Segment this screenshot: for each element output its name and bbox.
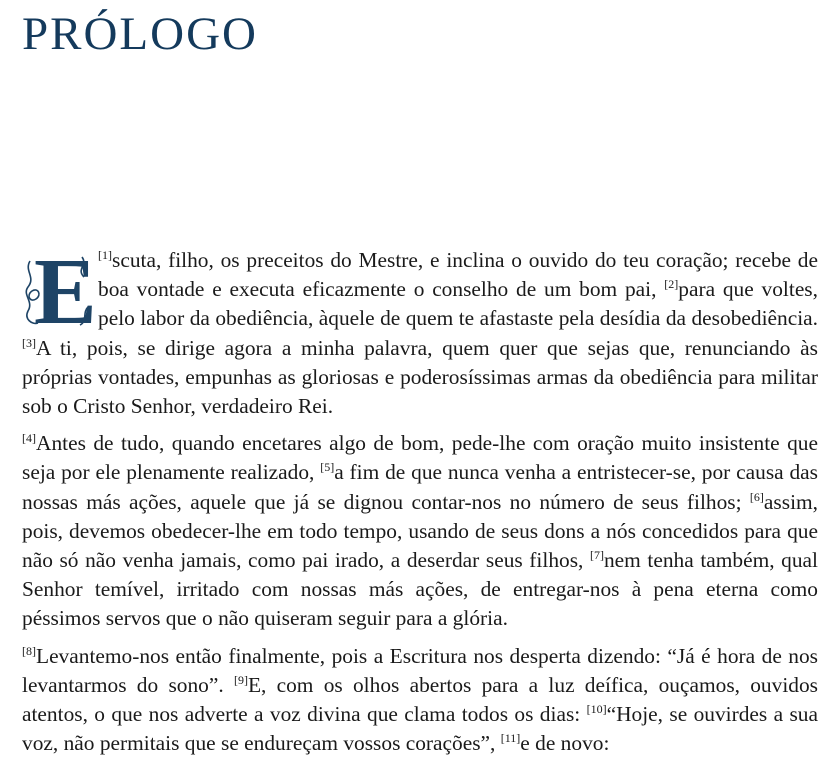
page-title: PRÓLOGO xyxy=(22,8,258,60)
paragraph-text: E, com os olhos abertos para a luz deífica, ouçamos, ouvidos atentos, o que nos adverte a voz divina que clama todos os dias: xyxy=(22,672,818,727)
verse-number: [6] xyxy=(749,489,764,504)
verse-number: [11] xyxy=(500,731,521,746)
verse-number: [9] xyxy=(233,672,248,687)
verse-number: [8] xyxy=(22,643,36,658)
verse-number: [1] xyxy=(98,248,112,262)
verse-number: [3] xyxy=(22,335,36,350)
paragraph-text: Levantemo-nos então finalmente, pois a Escritura nos desperta dizendo: “Já é hora de nos levantarmos do sono”. xyxy=(22,643,818,697)
verse-number: [2] xyxy=(664,277,679,292)
paragraph-text: A ti, pois, se dirige agora a minha palavra, quem quer que sejas que, renunciando às próprias vontades, empunhas as gloriosas e poderosíssimas armas da obediência para militar sob o Cristo Senhor, verdadeiro Rei. xyxy=(22,335,818,419)
verse-number: [5] xyxy=(320,460,335,475)
paragraph-text: a fim de que nunca venha a entristecer-se, por causa das nossas más ações, aquele que já se dignou contar-nos no número de seus filhos; xyxy=(22,460,818,514)
verse-number: [10] xyxy=(586,702,607,717)
paragraph xyxy=(22,240,818,421)
paragraph xyxy=(22,429,818,633)
drop-cap-letter: E xyxy=(34,240,97,344)
paragraph-text: assim, pois, devemos obedecer-lhe em todo tempo, usando de seus dons a nós concedidos para que não só não venha jamais, como pai irado, a deserdar seus filhos, xyxy=(22,489,818,573)
paragraph-text: scuta, filho, os preceitos do Mestre, e inclina o ouvido do teu coração; recebe de boa vontade e executa eficazmente o conselho de um bom pai, xyxy=(98,248,818,302)
paragraph-text: para que voltes, pelo labor da obediência, àquele de quem te afastaste pela desídia da desobediência. xyxy=(98,277,818,331)
drop-cap xyxy=(22,240,97,344)
paragraph-text: “Hoje, se ouvirdes a sua voz, não permitais que se endureçam vossos corações”, xyxy=(22,702,818,756)
verse-number: [4] xyxy=(22,431,36,446)
verse-number: [7] xyxy=(589,548,604,563)
paragraph-text: Antes de tudo, quando encetares algo de bom, pede-lhe com oração muito insistente que seja por ele plenamente realizado, xyxy=(22,431,818,485)
body-text xyxy=(22,240,818,766)
paragraph-text: e de novo: xyxy=(520,731,610,756)
paragraph-text: nem tenha também, qual Senhor temível, irritado com nossas más ações, de entregar-nos à pena eterna como péssimos servos que o não quiseram seguir para a glória. xyxy=(22,548,818,631)
paragraph xyxy=(22,642,818,759)
